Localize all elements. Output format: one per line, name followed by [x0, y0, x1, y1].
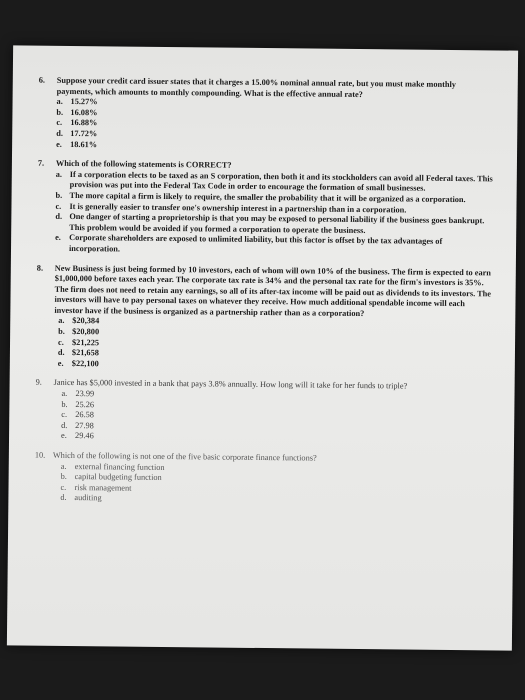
option-text: capital budgeting function: [74, 472, 162, 483]
option-letter: b.: [61, 399, 68, 409]
option-letter: d.: [61, 420, 68, 430]
option-text: 25.26: [75, 399, 95, 409]
option-letter: e.: [56, 139, 62, 149]
question-text: Suppose your credit card issuer states that it charges a 15.00% nominal annual rate, but you must make monthly payments, which amounts to monthly compounding. What is the effective annual rate?: [56, 75, 457, 99]
option-letter: a.: [56, 97, 63, 107]
option-letter: a.: [60, 461, 67, 471]
answer-options: [61, 389, 491, 446]
option-letter: e.: [55, 233, 61, 243]
option-letter: a.: [58, 316, 65, 326]
option-text: If a corporation elects to be taxed as an S corporation, then both it and its stockholders can avoid all Federal taxes. This provision was put into the Federal Tax Code in order to encourage the formation of small businesses.: [69, 169, 493, 194]
option-letter: c.: [61, 410, 68, 420]
question-number: 7.: [37, 158, 45, 168]
option-letter: b.: [55, 190, 63, 200]
option-text: 17.72%: [70, 128, 98, 139]
option-letter: e.: [57, 358, 64, 368]
option-text: external financing function: [74, 461, 165, 472]
option-text: $20,800: [72, 327, 100, 337]
option-letter: c.: [55, 201, 62, 211]
question-number: 6.: [38, 75, 46, 85]
option-text: 29.46: [75, 431, 94, 441]
option-text: 23.99: [75, 389, 95, 399]
question-text: Which of the following is not one of the five basic corporate finance functions?: [52, 450, 317, 463]
question-text: New Business is just being formed by 10 investors, each of whom will own 10% of the business. The firm is expected to earn $1,000,000 before taxes each year. The corporate tax rate is 34% and the personal tax rate for the firm's investors is 35%. The firm does not need to retain any earnings, so all of its after-tax income will be paid out as dividends to its investors. The investors will have to pay personal taxes on whatever they receive. How much additional spendable income will each investor have if the business is organized as a partnership rather than as a corporation?: [54, 263, 492, 318]
option-letter: c.: [58, 337, 64, 347]
option-letter: c.: [56, 118, 63, 128]
option-text: It is generally easier to transfer one's ownership interest in a partnership than in a corporation.: [69, 201, 407, 215]
question-8: [36, 263, 492, 374]
option-text: $20,384: [72, 316, 100, 326]
option-letter: e.: [61, 431, 67, 441]
question-7: [37, 159, 493, 259]
question-number: 8.: [36, 263, 44, 273]
option-text: 16.08%: [70, 107, 98, 118]
option-text: $21,658: [71, 348, 99, 358]
question-list: [34, 76, 494, 518]
question-9: [35, 378, 491, 446]
option-text: 27.98: [75, 420, 94, 431]
question-stem: [36, 263, 492, 321]
question-text: Janice has $5,000 invested in a bank that pays 3.8% annually. How long will it take for her funds to triple?: [53, 378, 408, 391]
option-text: One danger of starting a proprietorship is that you may be exposed to personal liability if the business goes bankrupt. This problem would be avoided if you formed a corporation to operate the business.: [69, 212, 485, 235]
answer-options: [55, 170, 493, 259]
option-text: 26.58: [75, 410, 95, 420]
option-text: The more capital a firm is likely to require, the smaller the probability that it will be organized as a corporation.: [69, 190, 466, 205]
option-letter: b.: [56, 107, 64, 117]
option-text: $22,100: [71, 358, 99, 369]
option-text: 16.88%: [70, 118, 98, 128]
option-text: risk management: [74, 482, 132, 493]
option-letter: c.: [60, 482, 67, 492]
option-letter: b.: [58, 326, 65, 336]
answer-options: [58, 316, 492, 374]
question-6: [38, 76, 494, 155]
option-letter: a.: [61, 388, 68, 398]
option-letter: a.: [55, 169, 63, 179]
option-letter: b.: [60, 472, 67, 482]
option-letter: d.: [60, 493, 67, 503]
option-text: 18.61%: [70, 139, 98, 149]
option-letter: d.: [55, 211, 63, 222]
question-number: 10.: [34, 450, 46, 460]
question-10: [34, 451, 490, 509]
worksheet-page: [7, 45, 518, 650]
option-text: 15.27%: [70, 97, 98, 107]
option-letter: d.: [57, 348, 65, 358]
option-text: $21,225: [72, 337, 100, 347]
option-letter: d.: [56, 128, 63, 138]
answer-options: [56, 97, 494, 155]
option-text: auditing: [74, 493, 102, 503]
question-text: Which of the following statements is CORRECT?: [55, 158, 232, 170]
option-e: [55, 233, 492, 259]
option-text: Corporate shareholders are exposed to unlimited liability, but this factor is offset by the tax advantages of incorporation.: [68, 233, 443, 254]
question-number: 9.: [35, 378, 42, 388]
answer-options: [60, 461, 489, 508]
